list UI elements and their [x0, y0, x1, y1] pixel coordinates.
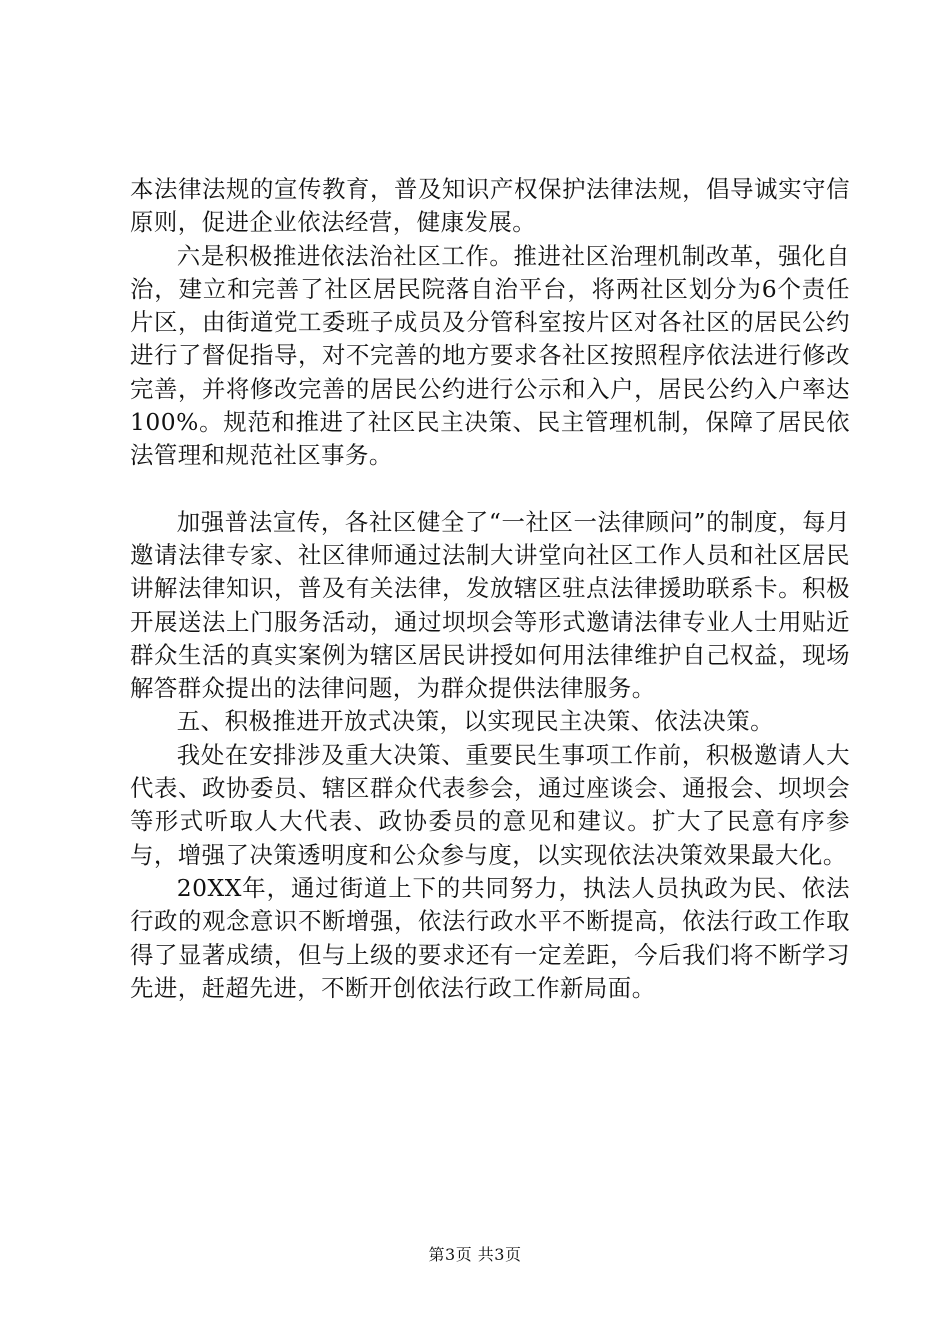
paragraph-gap	[130, 473, 850, 506]
document-body	[130, 173, 850, 1005]
paragraph-summary: 20XX年，通过街道上下的共同努力，执法人员执政为民、依法行政的观念意识不断增强，依法行政水平不断提高，依法行政工作取得了显著成绩，但与上级的要求还有一定差距，今后我们将不断学习先进，赶超先进，不断开创依法行政工作新局面。	[130, 873, 850, 1002]
page-number-footer: 第3页 共3页	[428, 1245, 522, 1264]
section-heading-open-decision: 五、积极推进开放式决策，以实现民主决策、依法决策。	[176, 707, 775, 736]
paragraph-legal-publicity: 加强普法宣传，各社区健全了“一社区一法律顾问”的制度，每月邀请法律专家、社区律师通过法制大讲堂向社区工作人员和社区居民讲解法律知识，普及有关法律，发放辖区驻点法律援助联系卡。积极开展送法上门服务活动，通过坝坝会等形式邀请法律专业人士用贴近群众生活的真实案例为辖区居民讲授如何用法律维护自己权益，现场解答群众提出的法律问题，为群众提供法律服务。	[130, 507, 850, 703]
paragraph-continuation: 本法律法规的宣传教育，普及知识产权保护法律法规，倡导诚实守信原则，促进企业依法经营，健康发展。	[130, 175, 850, 237]
paragraph-community-governance: 六是积极推进依法治社区工作。推进社区治理机制改革，强化自治，建立和完善了社区居民院落自治平台，将两社区划分为6个责任片区，由街道党工委班子成员及分管科室按片区对各社区的居民公约进行了督促指导，对不完善的地方要求各社区按照程序依法进行修改完善，并将修改完善的居民公约进行公示和入户，居民公约入户率达100%。规范和推进了社区民主决策、民主管理机制，保障了居民依法管理和规范社区事务。	[130, 241, 850, 470]
paragraph-open-decision: 我处在安排涉及重大决策、重要民生事项工作前，积极邀请人大代表、政协委员、辖区群众代表参会，通过座谈会、通报会、坝坝会等形式听取人大代表、政协委员的意见和建议。扩大了民意有序参与，增强了决策透明度和公众参与度，以实现依法决策效果最大化。	[130, 740, 850, 869]
